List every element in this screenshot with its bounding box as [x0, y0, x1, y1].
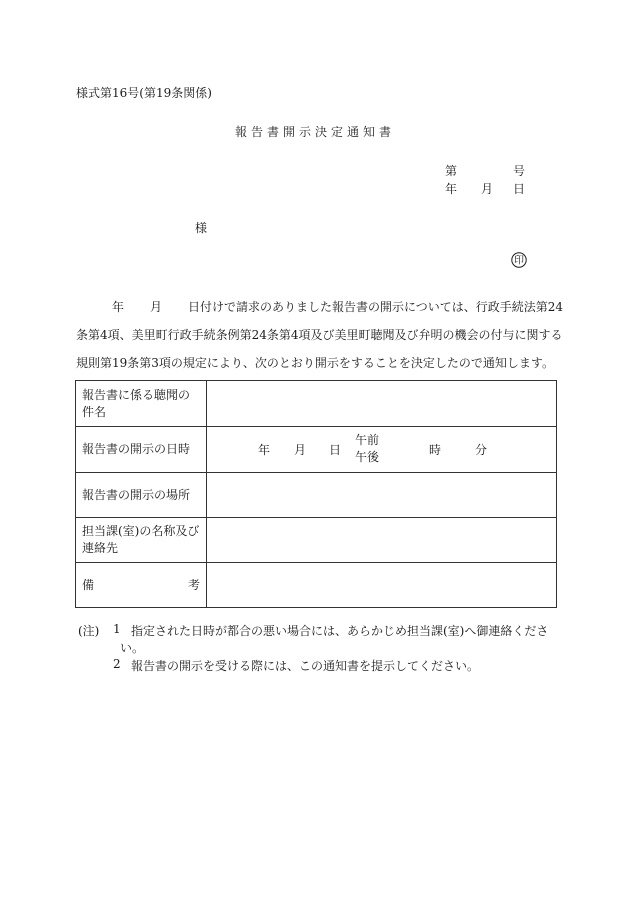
form-number: 様式第16号(第19条関係) — [76, 86, 212, 100]
table-row — [76, 427, 557, 473]
subject-label: 報告書に係る聴聞の件名 — [76, 381, 207, 427]
body-year-label: 年 — [112, 300, 125, 314]
note-1-continuation: い。 — [120, 641, 145, 655]
note-2-number: 2 — [113, 657, 121, 671]
body-line-3: 規則第19条第3項の規定により、次のとおり開示をすることを決定したので通知します。 — [76, 356, 554, 370]
table-row — [76, 518, 557, 563]
datetime-pm-label: 午後 — [355, 450, 380, 464]
table-row — [76, 473, 557, 518]
body-line-2: 条第4項、美里町行政手続条例第24条第4項及び美里町聴聞及び弁明の機会の付与に関する — [76, 328, 563, 342]
disclosure-datetime-label: 報告書の開示の日時 — [76, 427, 207, 473]
remarks-label-char-1: 備 — [82, 577, 95, 592]
remarks-label-char-2: 考 — [187, 577, 200, 592]
disclosure-details-table — [75, 380, 557, 608]
datetime-month-label: 月 — [294, 443, 307, 457]
seal-icon — [511, 252, 527, 271]
note-2-text: 報告書の開示を受ける際には、この通知書を提示してください。 — [131, 659, 480, 673]
datetime-hour-label: 時 — [429, 443, 442, 457]
body-line-1-text: 日付けで請求のありました報告書の開示については、行政手続法第24 — [188, 300, 564, 314]
datetime-ampm — [355, 432, 379, 466]
document-title: 報告書開示決定通知書 — [234, 125, 395, 139]
disclosure-place-value — [207, 473, 557, 518]
datetime-am-label: 午前 — [355, 433, 380, 447]
table-row — [76, 381, 557, 427]
notes-label: (注) — [78, 624, 100, 638]
body-line-1 — [76, 293, 564, 321]
datetime-day-label: 日 — [329, 443, 342, 457]
date-month-label: 月 — [481, 182, 494, 196]
notice-body — [76, 293, 564, 377]
date-year-label: 年 — [445, 182, 458, 196]
department-contact-label: 担当課(室)の名称及び連絡先 — [76, 518, 207, 563]
remarks-label — [76, 563, 207, 608]
remarks-value — [207, 563, 557, 608]
note-1-number: 1 — [113, 622, 121, 636]
document-number-suffix: 号 — [513, 164, 526, 178]
table-row — [76, 563, 557, 608]
note-1-text: 指定された日時が都合の悪い場合には、あらかじめ担当課(室)へ御連絡くださ — [131, 624, 549, 638]
datetime-minute-label: 分 — [475, 443, 488, 457]
seal-text: 印 — [514, 255, 524, 267]
body-month-label: 月 — [150, 300, 163, 314]
disclosure-place-label: 報告書の開示の場所 — [76, 473, 207, 518]
addressee-honorific: 様 — [195, 221, 208, 235]
disclosure-datetime-value — [207, 427, 557, 473]
department-contact-value — [207, 518, 557, 563]
date-day-label: 日 — [513, 182, 526, 196]
subject-value — [207, 381, 557, 427]
datetime-year-label: 年 — [258, 443, 271, 457]
document-number-label: 第 — [445, 164, 458, 178]
remarks-label-text — [82, 577, 200, 594]
